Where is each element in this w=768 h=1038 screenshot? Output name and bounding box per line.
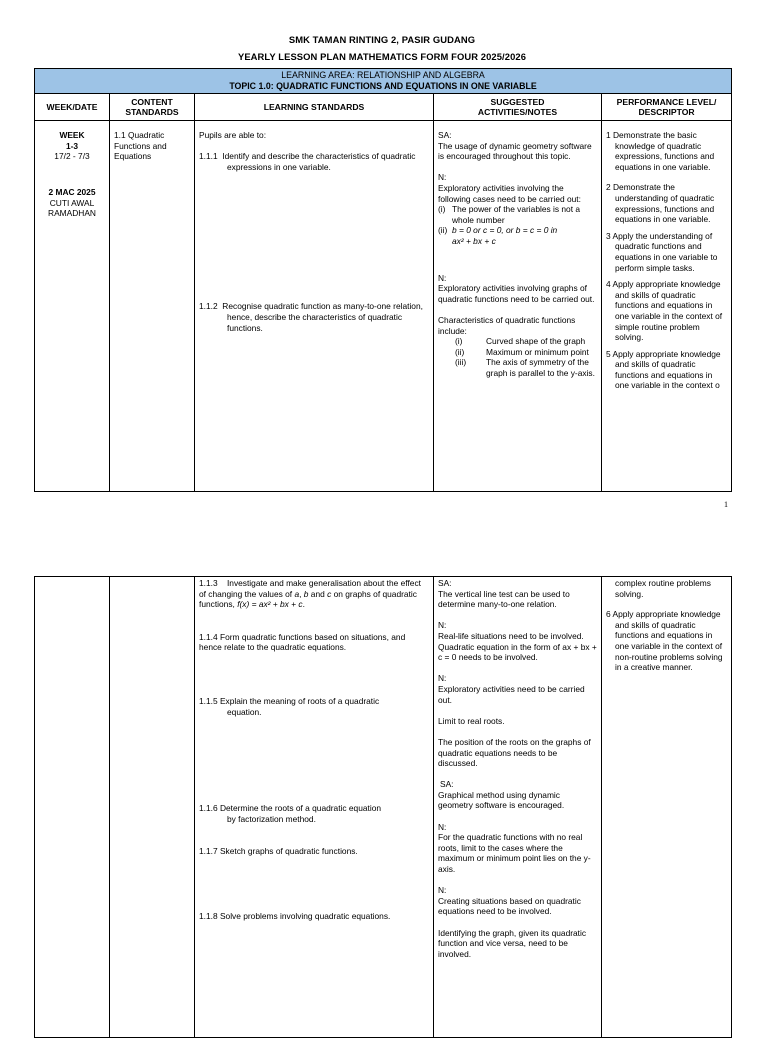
col-suggested-activities: SUGGESTED ACTIVITIES/NOTES [434, 94, 602, 121]
performance-level-3: 3 Apply the understanding of quadratic functions and equations in one variable to perform simple tasks. [606, 230, 718, 273]
note-label: SA: [438, 130, 452, 140]
note-label: N: [438, 620, 447, 631]
note-text: The position of the roots on the graphs of quadratic equations needs to be discussed. [438, 736, 591, 769]
column-header-row [35, 94, 732, 121]
note-text: Identifying the graph, given its quadratic function and vice versa, need to be involved. [438, 927, 587, 959]
topic-title: TOPIC 1.0: QUADRATIC FUNCTIONS AND EQUATIONS IN ONE VARIABLE [229, 81, 537, 91]
table-row [35, 577, 732, 1038]
week-dates: 17/2 - 7/3 [54, 151, 90, 162]
suggested-activities-cell [434, 121, 602, 492]
learning-standard-1-1-3: 1.1.3 Investigate and make generalisation about the effect of changing the values of a, b and c on graphs of quadratic functions, f(x) = ax² + bx + c. [199, 578, 421, 610]
note-text: Exploratory activities need to be carried out. [438, 683, 585, 705]
col-week-date: WEEK/DATE [35, 94, 110, 121]
learning-intro: Pupils are able to: [199, 130, 267, 140]
note-text: Exploratory activities involving the following cases need to be carried out: [438, 182, 581, 204]
performance-level-2: 2 Demonstrate the understanding of quadratic expressions, functions and equations in one variable. [606, 182, 715, 225]
topic-banner [35, 69, 732, 94]
lesson-plan-table-page-1 [34, 68, 732, 492]
performance-level-cell [602, 577, 732, 1038]
note-label: N: [438, 272, 447, 283]
holiday-date: 2 MAC 2025 [48, 186, 96, 197]
performance-level-5: 5 Apply appropriate knowledge and skills of quadratic functions and equations in one variable in the context o [606, 348, 721, 391]
note-text: Creating situations based on quadratic equations need to be involved. [438, 895, 581, 917]
learning-standards-cell [195, 577, 434, 1038]
table-row [35, 121, 732, 492]
note-label: N: [438, 673, 447, 684]
week-range: 1-3 [65, 140, 79, 151]
learning-standard-1-1-2: 1.1.2 Recognise quadratic function as many-to-one relation, hence, describe the characteristics of quadratic functions. [199, 301, 423, 333]
performance-level-6: 6 Apply appropriate knowledge and skills of quadratic functions and equations in one variable in the context of non-routine problems solving in a creative manner. [606, 609, 723, 673]
learning-standard-1-1-1: 1.1.1 Identify and describe the characteristics of quadratic expressions in one variable. [199, 151, 416, 172]
list-item: (i) The power of the variables is not a whole number [438, 204, 581, 225]
note-text: Limit to real roots. [438, 715, 505, 726]
col-performance-level: PERFORMANCE LEVEL/ DESCRIPTOR [602, 94, 732, 121]
list-item: (ii) b = 0 or c = 0, or b = c = 0 in ax² + bx + c [438, 225, 558, 246]
plan-title: YEARLY LESSON PLAN MATHEMATICS FORM FOUR 2025/2026 [237, 51, 527, 62]
school-name: SMK TAMAN RINTING 2, PASIR GUDANG [288, 34, 476, 45]
content-standard: 1.1 Quadratic [114, 130, 165, 140]
note-text: Graphical method using dynamic geometry software is encouraged. [438, 789, 565, 811]
learning-standard-1-1-8: 1.1.8 Solve problems involving quadratic equations. [199, 910, 391, 921]
week-cell [35, 121, 110, 492]
learning-standard-1-1-5: 1.1.5 Explain the meaning of roots of a quadratic equation. [199, 695, 380, 717]
content-standard-cell [110, 121, 195, 492]
col-learning-standards: LEARNING STANDARDS [195, 94, 434, 121]
note-label: N: [438, 821, 447, 832]
note-text: Exploratory activities involving graphs of quadratic functions need to be carried out. [438, 283, 595, 304]
list-item: (iii) The axis of symmetry of the graph is parallel to the y-axis. [455, 357, 595, 378]
learning-standard-1-1-6: 1.1.6 Determine the roots of a quadratic equation by factorization method. [199, 803, 382, 824]
holiday-name-line-2: RAMADHAN [48, 208, 96, 219]
list-item: (i) Curved shape of the graph [455, 336, 586, 347]
week-label: WEEK [59, 130, 85, 140]
learning-standards-cell [195, 121, 434, 492]
note-text: Quadratic equation in the form of ax + bx + c = 0 needs to be involved. [438, 641, 597, 663]
lesson-plan-table-page-2 [34, 576, 732, 1038]
learning-standard-1-1-7: 1.1.7 Sketch graphs of quadratic functions. [199, 846, 358, 857]
performance-level-4: 4 Apply appropriate knowledge and skills of quadratic functions and equations in one variable in the context of simple routine problem solving. [606, 279, 723, 343]
note-text: Characteristics of quadratic functions include: [438, 314, 576, 336]
note-text: The usage of dynamic geometry software is encouraged throughout this topic. [438, 140, 592, 162]
note-label: SA: [440, 779, 454, 790]
content-standard-cell [110, 577, 195, 1038]
note-text: For the quadratic functions with no real roots, limit to the cases where the maximum or minimum point lies on the y-axis. [438, 832, 591, 875]
note-label: SA: [438, 578, 452, 588]
list-item: (ii) Maximum or minimum point [455, 346, 589, 357]
week-cell [35, 577, 110, 1038]
page-number: 1 [724, 500, 728, 509]
note-label: N: [438, 172, 447, 183]
col-content-standards: CONTENT STANDARDS [110, 94, 195, 121]
performance-level-cell [602, 121, 732, 492]
suggested-activities-cell [434, 577, 602, 1038]
note-text: Real-life situations need to be involved. [438, 630, 584, 641]
performance-level-1: 1 Demonstrate the basic knowledge of quadratic expressions, functions and equations in one variable. [606, 130, 715, 172]
content-standard-line-3: Equations [114, 151, 152, 162]
learning-standard-1-1-4: 1.1.4 Form quadratic functions based on situations, and hence relate to the quadratic equations. [199, 631, 406, 653]
note-text: The vertical line test can be used to determine many-to-one relation. [438, 588, 570, 610]
content-standard-line-2: Functions and [114, 140, 167, 151]
learning-area: LEARNING AREA: RELATIONSHIP AND ALGEBRA [281, 70, 485, 80]
note-label: N: [438, 885, 447, 896]
holiday-name: CUTI AWAL [49, 197, 95, 208]
performance-level-5-continued: complex routine problems solving. [615, 578, 711, 599]
